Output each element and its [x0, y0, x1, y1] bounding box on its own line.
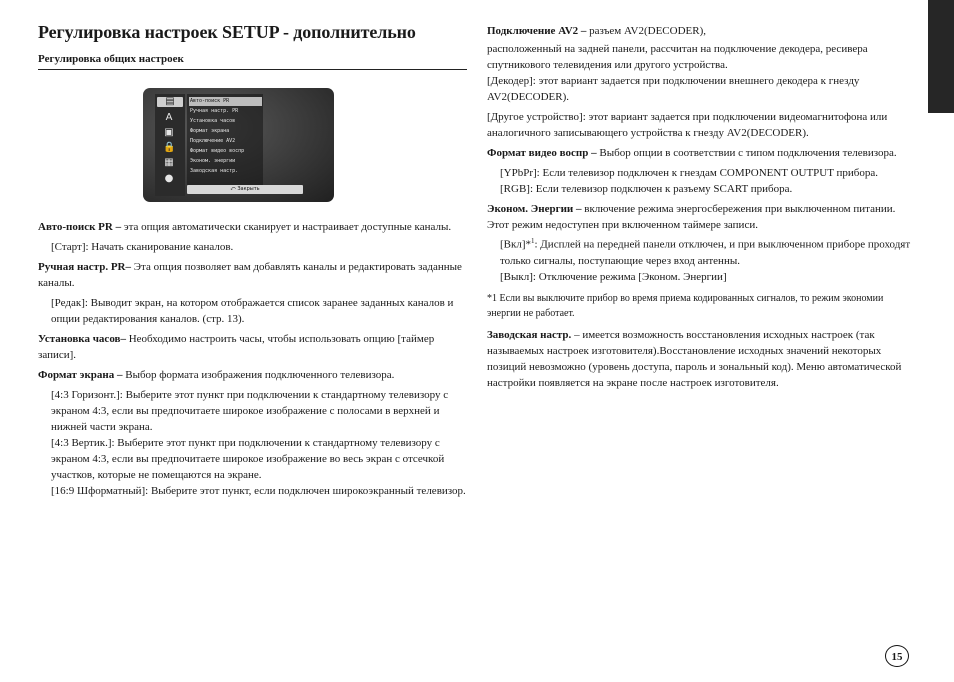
- video-format-option-ypbpr: [YPbPr]: Если телевизор подключен к гнездам COMPONENT OUTPUT прибора.: [500, 167, 879, 179]
- av2-option-other: [Другое устройство]: этот вариант задается при подключении видеомагнитофона или аналогичного записывающего устройства к гнезду AV2(DECODER).: [487, 111, 888, 139]
- menu-item-list: [187, 94, 263, 194]
- video-format-text: Выбор опции в соответствии с типом подключения телевизора.: [596, 147, 897, 159]
- video-format-paragraph: [487, 145, 911, 161]
- menu-item-video-format: Формат видео воспр: [190, 148, 245, 154]
- av2-paragraph: [487, 23, 911, 39]
- manual-setup-text: Эта опция позволяет вам добавлять каналы и редактировать заданные каналы.: [38, 261, 462, 289]
- right-column: [487, 23, 911, 391]
- auto-search-term: Авто-поиск PR –: [38, 221, 122, 233]
- eco-on-text: : Дисплей на передней панели отключен, и при выключенном приборе проходят только сигналы, поступающие через вход антенны.: [500, 238, 911, 267]
- language-icon: A: [165, 112, 173, 123]
- eco-option-on: [487, 233, 911, 269]
- left-column: [38, 219, 468, 499]
- eco-on-footnote-ref: 1: [531, 237, 535, 245]
- auto-search-paragraph: [38, 219, 468, 235]
- clock-text: Необходимо настроить часы, чтобы использовать опцию [таймер записи].: [38, 333, 435, 361]
- eco-text: включение режима энергосбережения при выключенном питании. Этот режим недоступен при включенном таймере записи.: [487, 203, 896, 231]
- screen-format-option-letterbox: [4:3 Горизонт.]: Выберите этот пункт при подключении к стандартному телевизору с экраном 4:3, если вы предпочитаете широкое изображение с полосами в верхней и нижней части экрана.: [51, 389, 449, 433]
- factory-term: Заводская настр.: [487, 328, 572, 341]
- setup-menu-screenshot: [143, 88, 334, 202]
- eco-footnote: *1 Если вы выключите прибор во время приема кодированных сигналов, то режим экономии энергии не работает.: [487, 292, 884, 319]
- manual-setup-option: [Редак]: Выводит экран, на котором отображается список заранее заданных каналов и опции редактирования каналов. (стр. 13).: [51, 297, 454, 325]
- menu-item-av2: Подключение AV2: [190, 138, 236, 144]
- av2-option-decoder: [Декодер]: этот вариант задается при подключении внешнего декодера к гнезду AV2(DECODER).: [487, 75, 860, 103]
- screen-format-paragraph: [38, 367, 468, 383]
- menu-item-manual-setup: Ручная настр. PR: [190, 108, 239, 114]
- chapter-tab-marker: [928, 0, 954, 113]
- menu-icon-column: [155, 94, 185, 196]
- general-setup-icon: ▤: [157, 97, 183, 107]
- auto-search-option: [Старт]: Начать сканирование каналов.: [51, 241, 234, 253]
- screen-format-option-panscan: [4:3 Вертик.]: Выберите этот пункт при подключении к стандартному телевизору с экраном 4:3, если вы предпочитаете широкое изображение во весь экран с отсечкой участков, которые не помещаются на экране.: [51, 437, 445, 481]
- menu-item-eco: Эконом. энергии: [190, 158, 236, 164]
- screen-format-text: Выбор формата изображения подключенного телевизора.: [122, 369, 395, 381]
- factory-text: – имеется возможность восстановления исходных настроек (так называемых настроек изготовителя).Восстановление исходных значений некоторых позиций невозможно (уровень доступа, пароль и зональный код). Меню автоматической настройки появляется на экране после настроек изготовителя.: [487, 328, 902, 389]
- auto-search-text: эта опция автоматически сканирует и настраивает доступные каналы.: [121, 221, 452, 233]
- av2-text: разъем AV2(DECODER),: [586, 25, 706, 37]
- page-number: 15: [885, 645, 909, 667]
- display-icon: ▣: [164, 127, 174, 138]
- menu-item-factory: Заводская настр.: [190, 168, 239, 174]
- eco-paragraph: [487, 201, 911, 233]
- lock-icon: 🔒: [163, 142, 176, 153]
- clock-term: Установка часов–: [38, 333, 126, 345]
- manual-setup-paragraph: [38, 259, 468, 291]
- menu-item-clock: Установка часов: [190, 118, 236, 124]
- recording-icon: ▦: [164, 157, 174, 168]
- screen-format-option-wide: [16:9 Шформатный]: Выберите этот пункт, если подключен широкоэкранный телевизор.: [51, 485, 466, 497]
- eco-term: Эконом. Энергии –: [487, 203, 582, 215]
- disc-icon: ●: [164, 173, 174, 184]
- av2-description: расположенный на задней панели, рассчитан на подключение декодера, ресивера спутникового телевидения или другого устройства.: [487, 43, 868, 71]
- screen-format-term: Формат экрана –: [38, 369, 123, 381]
- page-title: Регулировка настроек SETUP - дополнительно: [38, 22, 416, 42]
- av2-term: Подключение AV2 –: [487, 25, 587, 37]
- eco-on-label: [Вкл]*: [500, 238, 531, 251]
- section-subtitle: Регулировка общих настроек: [38, 53, 467, 70]
- video-format-option-rgb: [RGB]: Если телевизор подключен к разъему SCART прибора.: [500, 183, 793, 195]
- factory-paragraph: [487, 327, 911, 391]
- menu-close-bar: ⤺ Закрыть: [187, 185, 303, 194]
- video-format-term: Формат видео воспр –: [487, 147, 597, 159]
- clock-paragraph: [38, 331, 468, 363]
- eco-option-off: [Выкл]: Отключение режима [Эконом. Энергии]: [500, 270, 727, 283]
- menu-item-screen-format: Формат экрана: [190, 128, 230, 134]
- manual-setup-term: Ручная настр. PR–: [38, 261, 132, 273]
- menu-item-auto-search: Авто-поиск PR: [189, 97, 262, 106]
